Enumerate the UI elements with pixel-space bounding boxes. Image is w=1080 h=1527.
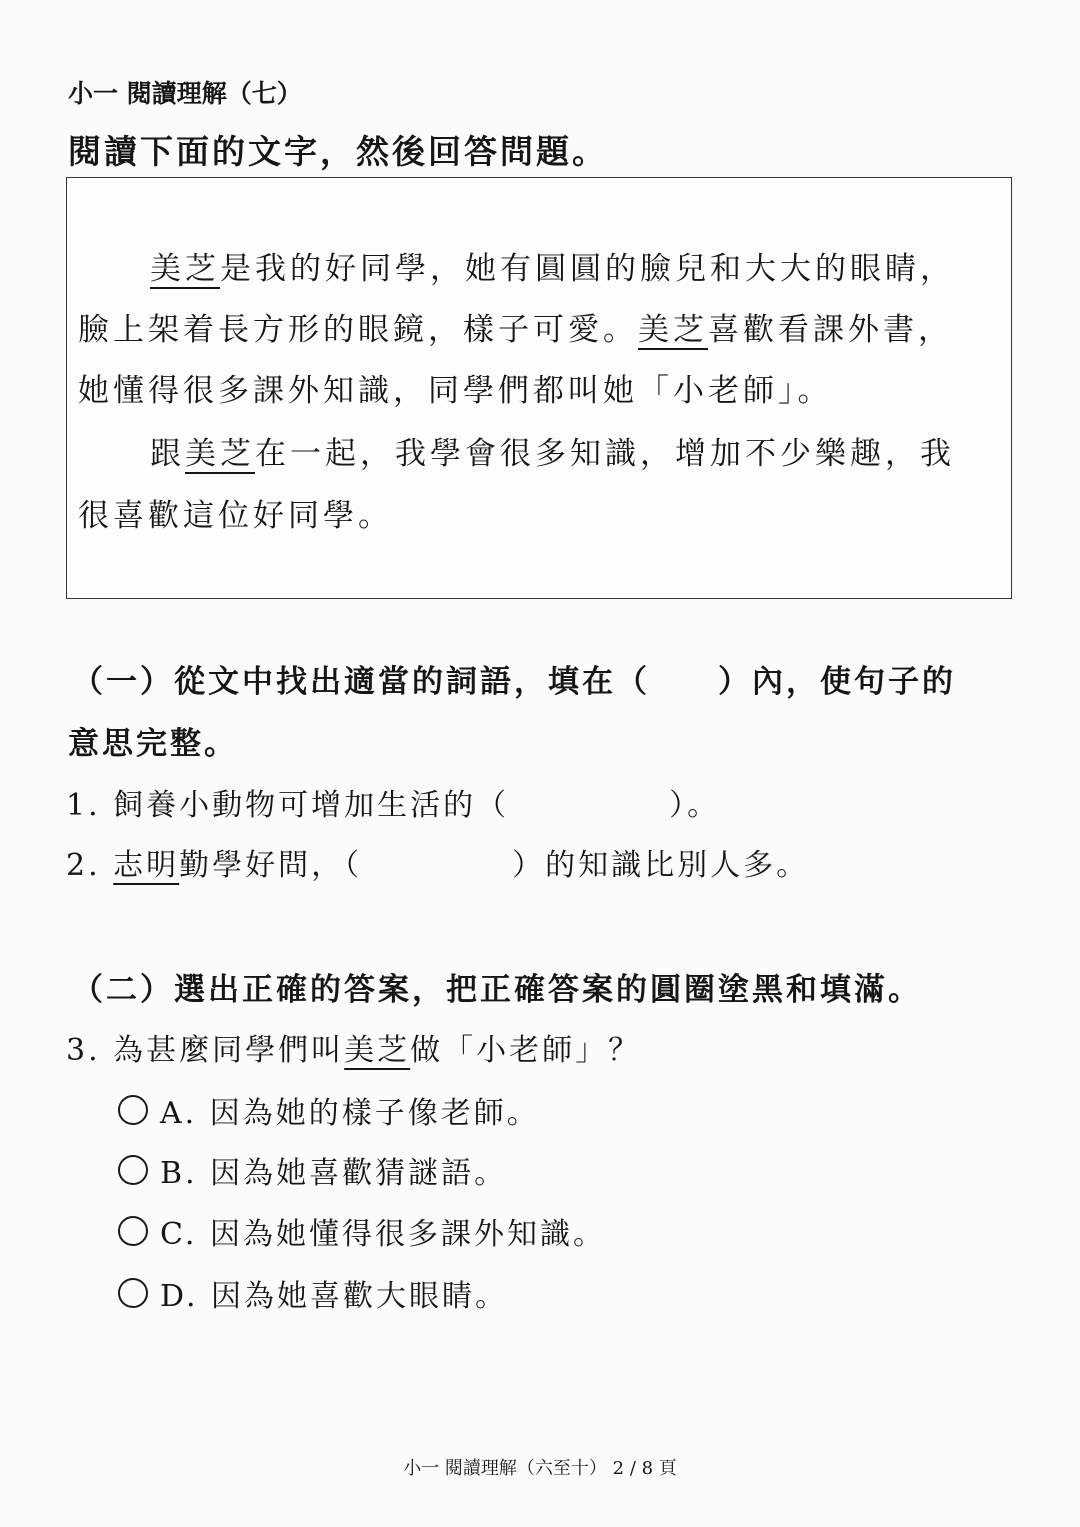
question-3: 3. 為甚麼同學們叫美芝做「小老師」？ [66, 1033, 642, 1068]
page-footer: 小一 閱讀理解（六至十） 2 / 8 頁 [403, 1458, 677, 1479]
option-a[interactable]: A. 因為她的樣子像老師。 [118, 1088, 540, 1132]
section1-heading: （一）從文中找出適當的詞語，填在（ ）內，使句子的 [72, 664, 956, 700]
name-underlined: 美芝 [638, 312, 708, 348]
section1-heading-cont: 意思完整。 [68, 726, 238, 762]
passage-line-2: 臉上架着長方形的眼鏡，樣子可愛。美芝喜歡看課外書， [78, 312, 953, 348]
radio-circle-icon[interactable] [118, 1278, 148, 1308]
name-underlined: 美芝 [150, 251, 220, 287]
passage-line-4: 跟美芝在一起，我學會很多知識，增加不少樂趣，我 [150, 436, 955, 472]
passage-line-1: 美芝是我的好同學，她有圓圓的臉兒和大大的眼睛， [150, 251, 955, 287]
worksheet-title: 小一 閱讀理解（七） [68, 79, 302, 108]
instruction: 閱讀下面的文字，然後回答問題。 [68, 132, 608, 171]
name-underlined: 美芝 [344, 1033, 411, 1068]
option-b[interactable]: B. 因為她喜歡猜謎語。 [118, 1148, 507, 1192]
radio-circle-icon[interactable] [118, 1216, 148, 1246]
question-2: 2. 志明勤學好問，（ ）的知識比別人多。 [66, 848, 810, 883]
section2-heading: （二）選出正確的答案，把正確答案的圓圈塗黑和填滿。 [72, 972, 922, 1008]
radio-circle-icon[interactable] [118, 1095, 148, 1125]
question-1: 1. 飼養小動物可增加生活的（ ）。 [66, 788, 721, 823]
name-underlined: 志明 [113, 848, 180, 883]
option-d[interactable]: D. 因為她喜歡大眼睛。 [118, 1271, 508, 1315]
option-c[interactable]: C. 因為她懂得很多課外知識。 [118, 1209, 606, 1253]
passage-line-5: 很喜歡這位好同學。 [78, 498, 393, 534]
passage-line-3: 她懂得很多課外知識，同學們都叫她「小老師」。 [78, 373, 833, 409]
name-underlined: 美芝 [185, 436, 255, 472]
radio-circle-icon[interactable] [118, 1155, 148, 1185]
